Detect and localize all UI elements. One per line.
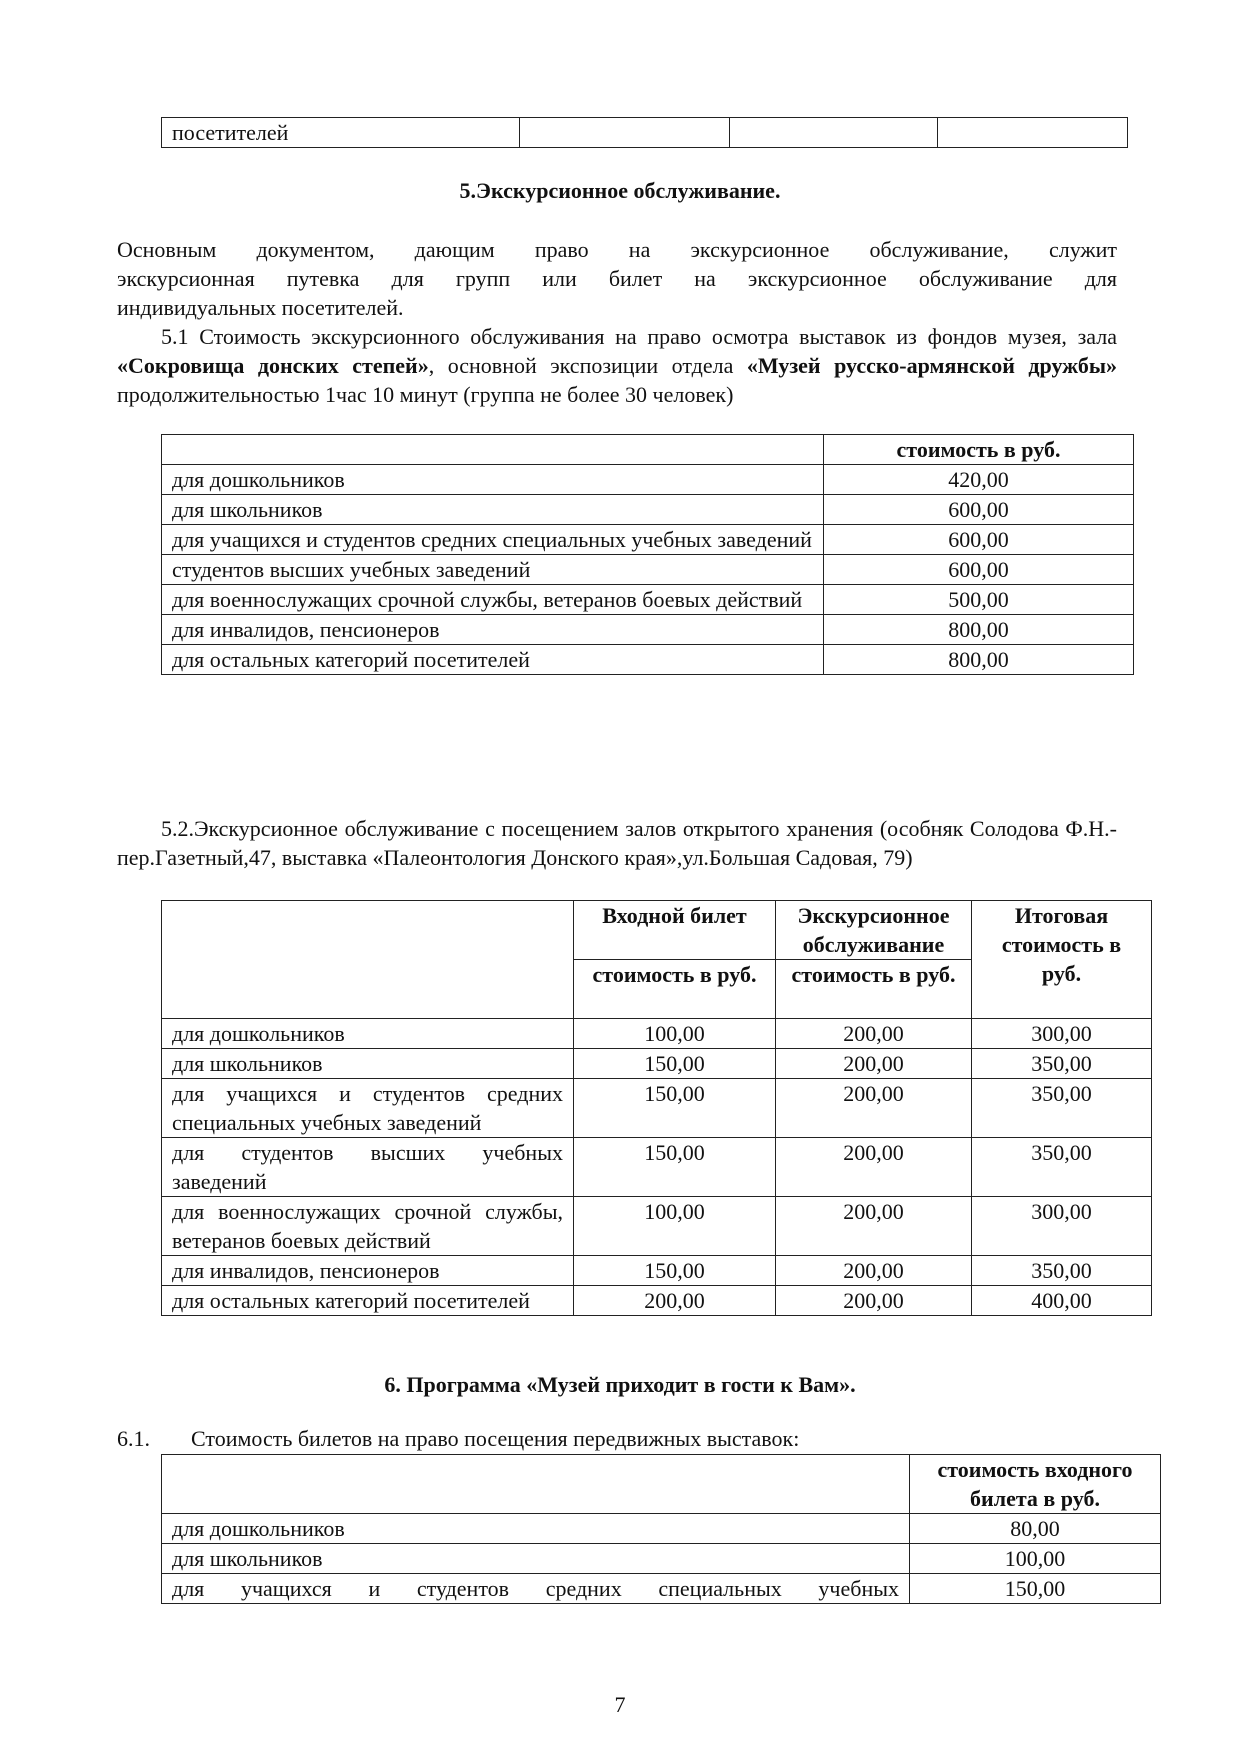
ticket-price: 150,00: [574, 1079, 776, 1138]
ticket-price: 150,00: [574, 1256, 776, 1286]
table-row: [162, 1256, 1152, 1286]
p61-number: 6.1.: [117, 1426, 150, 1451]
row-value: 500,00: [824, 585, 1134, 615]
row-value: 600,00: [824, 525, 1134, 555]
p51-text: 5.1 Стоимость экскурсионного обслуживания на право осмотра выставок из фондов музея, зала: [161, 324, 1117, 349]
table-row: [162, 1049, 1152, 1079]
row-value: 800,00: [824, 645, 1134, 675]
price-table-5-2: [161, 900, 1152, 1316]
row-value: 600,00: [824, 555, 1134, 585]
ticket-price: 100,00: [574, 1019, 776, 1049]
total-price: 350,00: [972, 1138, 1152, 1197]
total-price: 300,00: [972, 1019, 1152, 1049]
page-number: 7: [614, 1692, 626, 1717]
row-value: 100,00: [910, 1544, 1161, 1574]
table-row: [162, 495, 1134, 525]
table-cell: [730, 118, 938, 148]
section6-heading: 6. Программа «Музей приходит в гости к Вам».: [384, 1372, 856, 1397]
table-row: [162, 615, 1134, 645]
table-row: [162, 585, 1134, 615]
intro-line: индивидуальных посетителей.: [117, 295, 404, 320]
row-label: для школьников: [162, 495, 824, 525]
ticket-price: 200,00: [574, 1286, 776, 1316]
table-row: [162, 555, 1134, 585]
p51-text: , основной экспозиции отдела: [428, 353, 747, 378]
column-header: Итоговая стоимость в руб.: [972, 901, 1152, 1019]
row-value: 150,00: [910, 1574, 1161, 1604]
row-label: для остальных категорий посетителей: [162, 1286, 574, 1316]
row-label: студентов высших учебных заведений: [162, 555, 824, 585]
table-row: [162, 1514, 1161, 1544]
price-table-6-1: [161, 1454, 1161, 1604]
row-label: для школьников: [162, 1049, 574, 1079]
price-table-5-1: [161, 434, 1134, 675]
table-cell: [938, 118, 1128, 148]
column-subheader: стоимость в руб.: [574, 960, 776, 1019]
row-label: для учащихся и студентов средних специальных учебных: [162, 1574, 910, 1604]
column-subheader: стоимость в руб.: [776, 960, 972, 1019]
ticket-price: 150,00: [574, 1049, 776, 1079]
tour-price: 200,00: [776, 1079, 972, 1138]
row-value: 80,00: [910, 1514, 1161, 1544]
table-row: [162, 1197, 1152, 1256]
table-cell: [520, 118, 730, 148]
section5-intro: [117, 235, 1117, 322]
row-label: для дошкольников: [162, 1514, 910, 1544]
table-row: [162, 1544, 1161, 1574]
tour-price: 200,00: [776, 1049, 972, 1079]
column-header: Входной билет: [574, 901, 776, 960]
table-row: [162, 465, 1134, 495]
paragraph-5-2: 5.2.Экскурсионное обслуживание с посещением залов открытого хранения (особняк Солодова Ф.Н.- пер.Газетный,47, выставка «Палеонтология Донского края»,ул.Большая Садовая, 79): [117, 816, 1117, 870]
row-label: для остальных категорий посетителей: [162, 645, 824, 675]
row-value: 600,00: [824, 495, 1134, 525]
row-label: для военнослужащих срочной службы, ветеранов боевых действий: [162, 1197, 574, 1256]
total-price: 350,00: [972, 1256, 1152, 1286]
row-label: для учащихся и студентов средних специальных учебных заведений: [162, 525, 824, 555]
tour-price: 200,00: [776, 1138, 972, 1197]
p51-text: продолжительностью 1час 10 минут (группа не более 30 человек): [117, 382, 734, 407]
table-cell: посетителей: [162, 118, 520, 148]
table-row: [162, 1079, 1152, 1138]
table-row: [162, 525, 1134, 555]
total-price: 400,00: [972, 1286, 1152, 1316]
intro-line: Основным документом, дающим право на экскурсионное обслуживание, служит: [117, 237, 1117, 262]
ticket-price: 150,00: [574, 1138, 776, 1197]
ticket-price: 100,00: [574, 1197, 776, 1256]
table-cell: [162, 1455, 910, 1514]
column-header: Экскурсионное обслуживание: [776, 901, 972, 960]
p51-bold: «Сокровища донских степей»: [117, 353, 429, 378]
column-header: стоимость входного билета в руб.: [910, 1455, 1161, 1514]
row-value: 800,00: [824, 615, 1134, 645]
paragraph-5-1: [117, 322, 1117, 409]
p61-text: Стоимость билетов на право посещения передвижных выставок:: [191, 1426, 800, 1451]
table-row: [162, 1286, 1152, 1316]
row-label: для дошкольников: [162, 1019, 574, 1049]
section5-heading: 5.Экскурсионное обслуживание.: [459, 178, 781, 203]
row-label: для инвалидов, пенсионеров: [162, 615, 824, 645]
table-cell: [162, 435, 824, 465]
table-header-row: [162, 1455, 1161, 1514]
table-row: [162, 645, 1134, 675]
top-table: [161, 117, 1128, 148]
table-header-row: [162, 435, 1134, 465]
table-row: [162, 1019, 1152, 1049]
tour-price: 200,00: [776, 1286, 972, 1316]
row-label: для школьников: [162, 1544, 910, 1574]
row-label: для учащихся и студентов средних специальных учебных заведений: [162, 1079, 574, 1138]
table-row: [162, 1574, 1161, 1604]
table-cell: [162, 901, 574, 1019]
row-label: для студентов высших учебных заведений: [162, 1138, 574, 1197]
row-label: для военнослужащих срочной службы, ветеранов боевых действий: [162, 585, 824, 615]
column-header: стоимость в руб.: [824, 435, 1134, 465]
table-header-row: [162, 901, 1152, 960]
total-price: 300,00: [972, 1197, 1152, 1256]
p51-bold: «Музей русско-армянской дружбы»: [746, 353, 1117, 378]
row-label: для дошкольников: [162, 465, 824, 495]
tour-price: 200,00: [776, 1019, 972, 1049]
tour-price: 200,00: [776, 1197, 972, 1256]
paragraph-6-1: [117, 1424, 1117, 1453]
row-value: 420,00: [824, 465, 1134, 495]
total-price: 350,00: [972, 1049, 1152, 1079]
table-row: [162, 118, 1128, 148]
table-row: [162, 1138, 1152, 1197]
intro-line: экскурсионная путевка для групп или билет на экскурсионное обслуживание для: [117, 266, 1117, 291]
tour-price: 200,00: [776, 1256, 972, 1286]
row-label: для инвалидов, пенсионеров: [162, 1256, 574, 1286]
total-price: 350,00: [972, 1079, 1152, 1138]
